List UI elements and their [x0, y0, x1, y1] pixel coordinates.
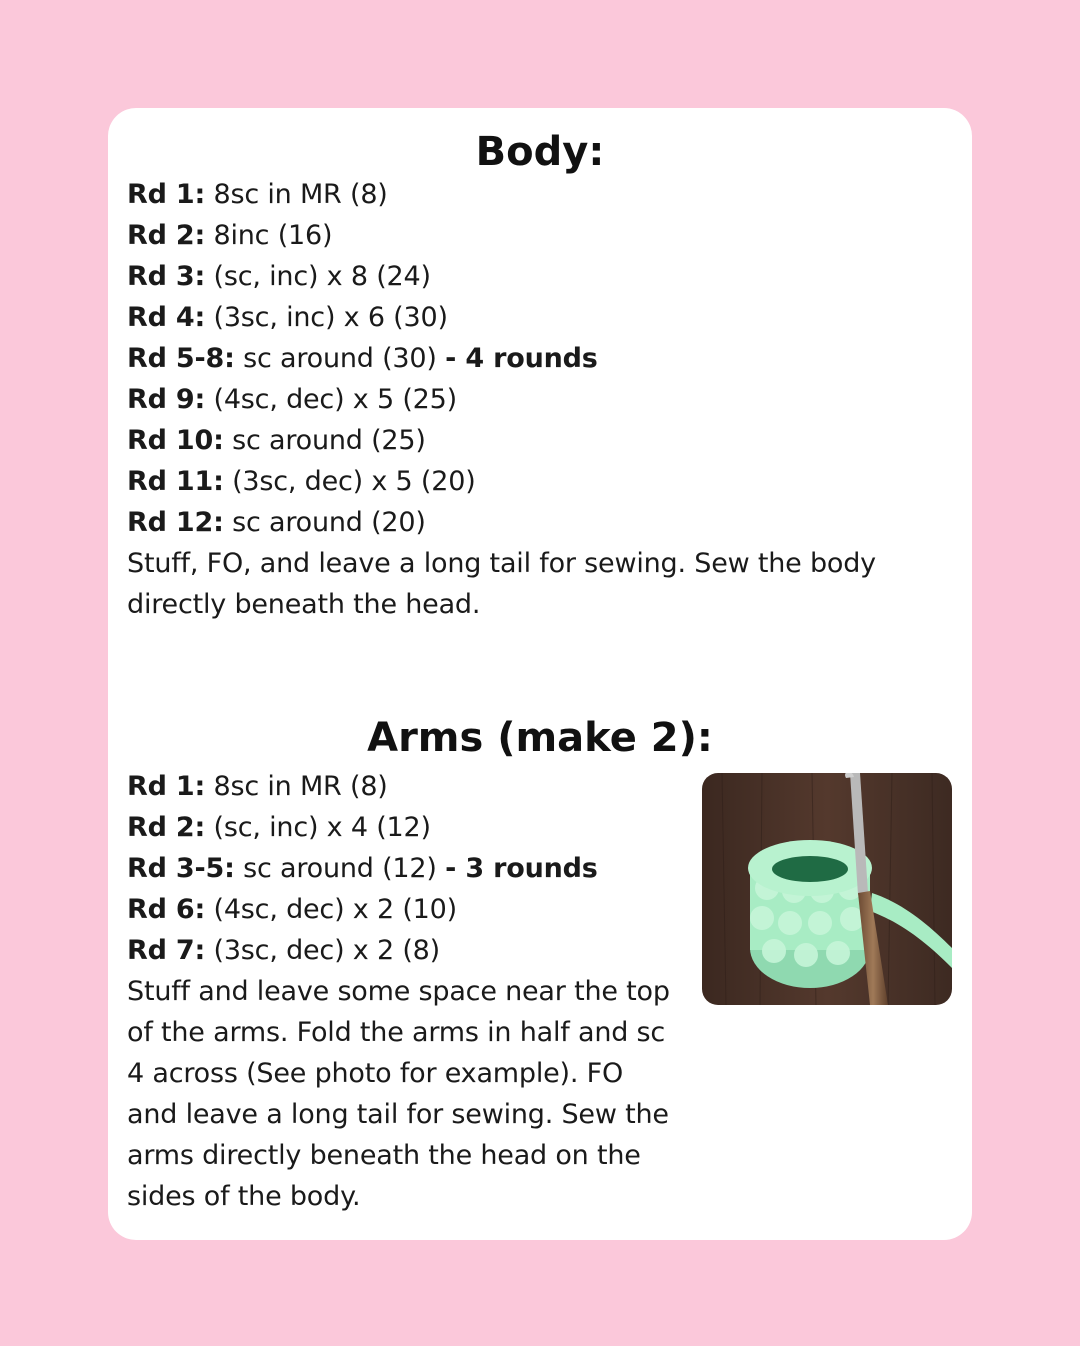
instruction-line: of the arms. Fold the arms in half and sc	[127, 1017, 666, 1048]
round-line	[127, 502, 598, 543]
arms-rounds-list	[127, 766, 598, 971]
round-text: 8inc (16)	[205, 220, 333, 251]
round-text: sc around (30)	[234, 343, 446, 374]
round-line	[127, 807, 598, 848]
round-label: Rd 11:	[127, 466, 224, 497]
round-label: Rd 7:	[127, 935, 206, 966]
round-label: Rd 1:	[127, 771, 206, 802]
instruction-line: 4 across (See photo for example). FO	[127, 1058, 624, 1089]
body-rounds-list	[127, 174, 598, 543]
round-line	[127, 256, 598, 297]
round-label: Rd 4:	[127, 302, 206, 333]
round-count: - 3 rounds	[445, 853, 598, 884]
instruction-line: Stuff, FO, and leave a long tail for sewing. Sew the body	[127, 548, 876, 579]
round-label: Rd 10:	[127, 425, 224, 456]
round-line	[127, 766, 598, 807]
arms-heading: Arms (make 2):	[367, 715, 713, 761]
instruction-line: and leave a long tail for sewing. Sew the	[127, 1099, 669, 1130]
round-line	[127, 174, 598, 215]
round-line	[127, 461, 598, 502]
round-text: (3sc, dec) x 2 (8)	[205, 935, 440, 966]
instruction-line: arms directly beneath the head on the	[127, 1140, 641, 1171]
round-count: - 4 rounds	[445, 343, 598, 374]
round-line	[127, 420, 598, 461]
round-text: sc around (20)	[223, 507, 426, 538]
crochet-arm-photo-icon	[702, 773, 952, 1005]
round-label: Rd 9:	[127, 384, 206, 415]
round-line	[127, 848, 598, 889]
round-label: Rd 1:	[127, 179, 206, 210]
round-text: 8sc in MR (8)	[205, 771, 388, 802]
round-label: Rd 5-8:	[127, 343, 235, 374]
instruction-line: Stuff and leave some space near the top	[127, 976, 670, 1007]
crochet-arm-photo	[702, 773, 952, 1005]
body-instructions	[127, 543, 876, 625]
round-line	[127, 215, 598, 256]
instruction-line: sides of the body.	[127, 1181, 361, 1212]
round-line	[127, 338, 598, 379]
round-text: (sc, inc) x 4 (12)	[205, 812, 431, 843]
round-label: Rd 2:	[127, 812, 206, 843]
round-text: (4sc, dec) x 2 (10)	[205, 894, 457, 925]
round-text: 8sc in MR (8)	[205, 179, 388, 210]
round-label: Rd 3-5:	[127, 853, 235, 884]
instruction-line: directly beneath the head.	[127, 589, 481, 620]
round-label: Rd 6:	[127, 894, 206, 925]
round-label: Rd 12:	[127, 507, 224, 538]
round-text: (4sc, dec) x 5 (25)	[205, 384, 457, 415]
round-text: (3sc, dec) x 5 (20)	[223, 466, 476, 497]
round-line	[127, 889, 598, 930]
round-label: Rd 2:	[127, 220, 206, 251]
round-line	[127, 379, 598, 420]
round-line	[127, 297, 598, 338]
round-line	[127, 930, 598, 971]
body-heading: Body:	[475, 129, 605, 175]
pattern-card	[108, 108, 972, 1240]
round-text: sc around (25)	[223, 425, 426, 456]
arms-instructions	[127, 971, 670, 1217]
round-label: Rd 3:	[127, 261, 206, 292]
round-text: (sc, inc) x 8 (24)	[205, 261, 431, 292]
round-text: sc around (12)	[234, 853, 446, 884]
round-text: (3sc, inc) x 6 (30)	[205, 302, 448, 333]
